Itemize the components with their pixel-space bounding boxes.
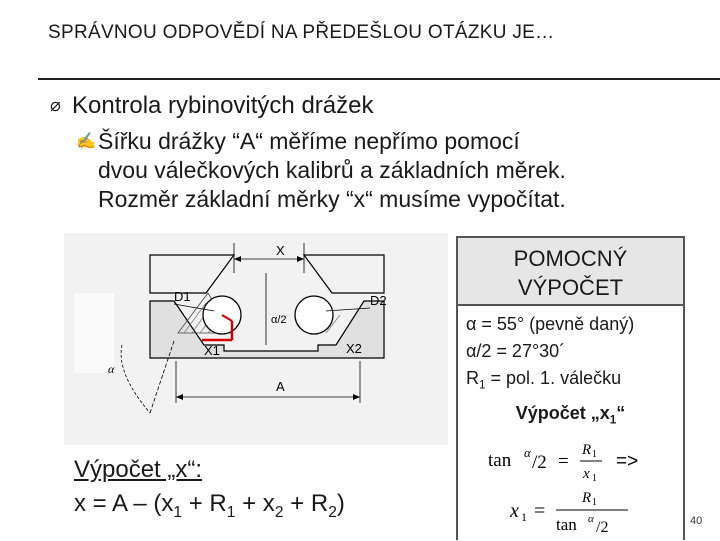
equation-tan (488, 436, 668, 487)
svg-text:=>: => (616, 451, 639, 472)
bullet-2-line-3: Rozměr základní měrky “x“ musíme vypočítat. (98, 186, 566, 212)
label-alpha-half: α/2 (271, 314, 287, 326)
alpha-half-line: α/2 = 27°30´ (466, 341, 566, 361)
svg-text:α: α (588, 513, 594, 525)
svg-text:=: = (558, 451, 569, 472)
bullet-1-text: Kontrola rybinovitých drážek (72, 92, 374, 119)
label-alpha: α (108, 362, 115, 376)
calc-box-heading (456, 236, 685, 306)
result-heading: Výpočet „x“: (74, 456, 203, 483)
svg-text:1: 1 (592, 473, 597, 482)
equation-x1 (510, 486, 670, 541)
label-x2: X2 (346, 341, 362, 356)
svg-text:x: x (583, 466, 590, 482)
label-x: X (276, 243, 285, 258)
vypocet-x1-heading: Výpočet $„x_1“$ (515, 403, 626, 427)
r1-line: $R_1$ = pol. 1. válečku (466, 368, 622, 392)
svg-text:1: 1 (592, 497, 597, 508)
page-number: 40 (690, 515, 703, 527)
bullet-2-line-1: Šířku drážky “A“ měříme nepřímo pomocí (98, 128, 520, 154)
svg-text:1: 1 (521, 510, 527, 524)
svg-text:R: R (582, 490, 592, 506)
bullet-icon: ⌀ (50, 95, 61, 115)
title-divider (38, 78, 720, 80)
bullet-2-line-2: dvou válečkových kalibrů a základních měrek. (98, 157, 566, 183)
label-x1: X1 (204, 343, 220, 358)
calc-heading-line-2: VÝPOČET (517, 275, 624, 300)
calc-heading-line-1: POMOCNÝ (513, 246, 628, 271)
dovetail-drawing (64, 233, 448, 445)
svg-text:tan: tan (488, 450, 512, 471)
sub-bullet-icon: ✍ (76, 133, 96, 150)
svg-text:/2: /2 (532, 452, 547, 473)
dovetail-diagram (64, 233, 448, 445)
svg-text:/2: /2 (596, 519, 609, 536)
bullet-2 (76, 127, 686, 214)
label-d1: D1 (174, 289, 191, 304)
calc-box (456, 306, 685, 540)
label-a: A (276, 379, 285, 394)
alpha-line: α = 55° (pevně daný) (466, 314, 635, 334)
svg-text:R: R (582, 442, 592, 458)
slide-title: SPRÁVNOU ODPOVĚDÍ NA PŘEDEŠLOU OTÁZKU JE… (48, 22, 555, 43)
svg-text:x: x (510, 500, 519, 522)
right-roller (295, 296, 333, 334)
bullet-1 (50, 92, 373, 120)
label-d2: D2 (370, 293, 387, 308)
svg-text:1: 1 (592, 449, 597, 460)
svg-text:=: = (534, 500, 546, 522)
svg-text:α: α (524, 445, 531, 460)
svg-text:tan: tan (556, 515, 577, 534)
result-formula: $x = A - (x_1 + R_1 + x_2 + R_2)$ (74, 490, 345, 521)
